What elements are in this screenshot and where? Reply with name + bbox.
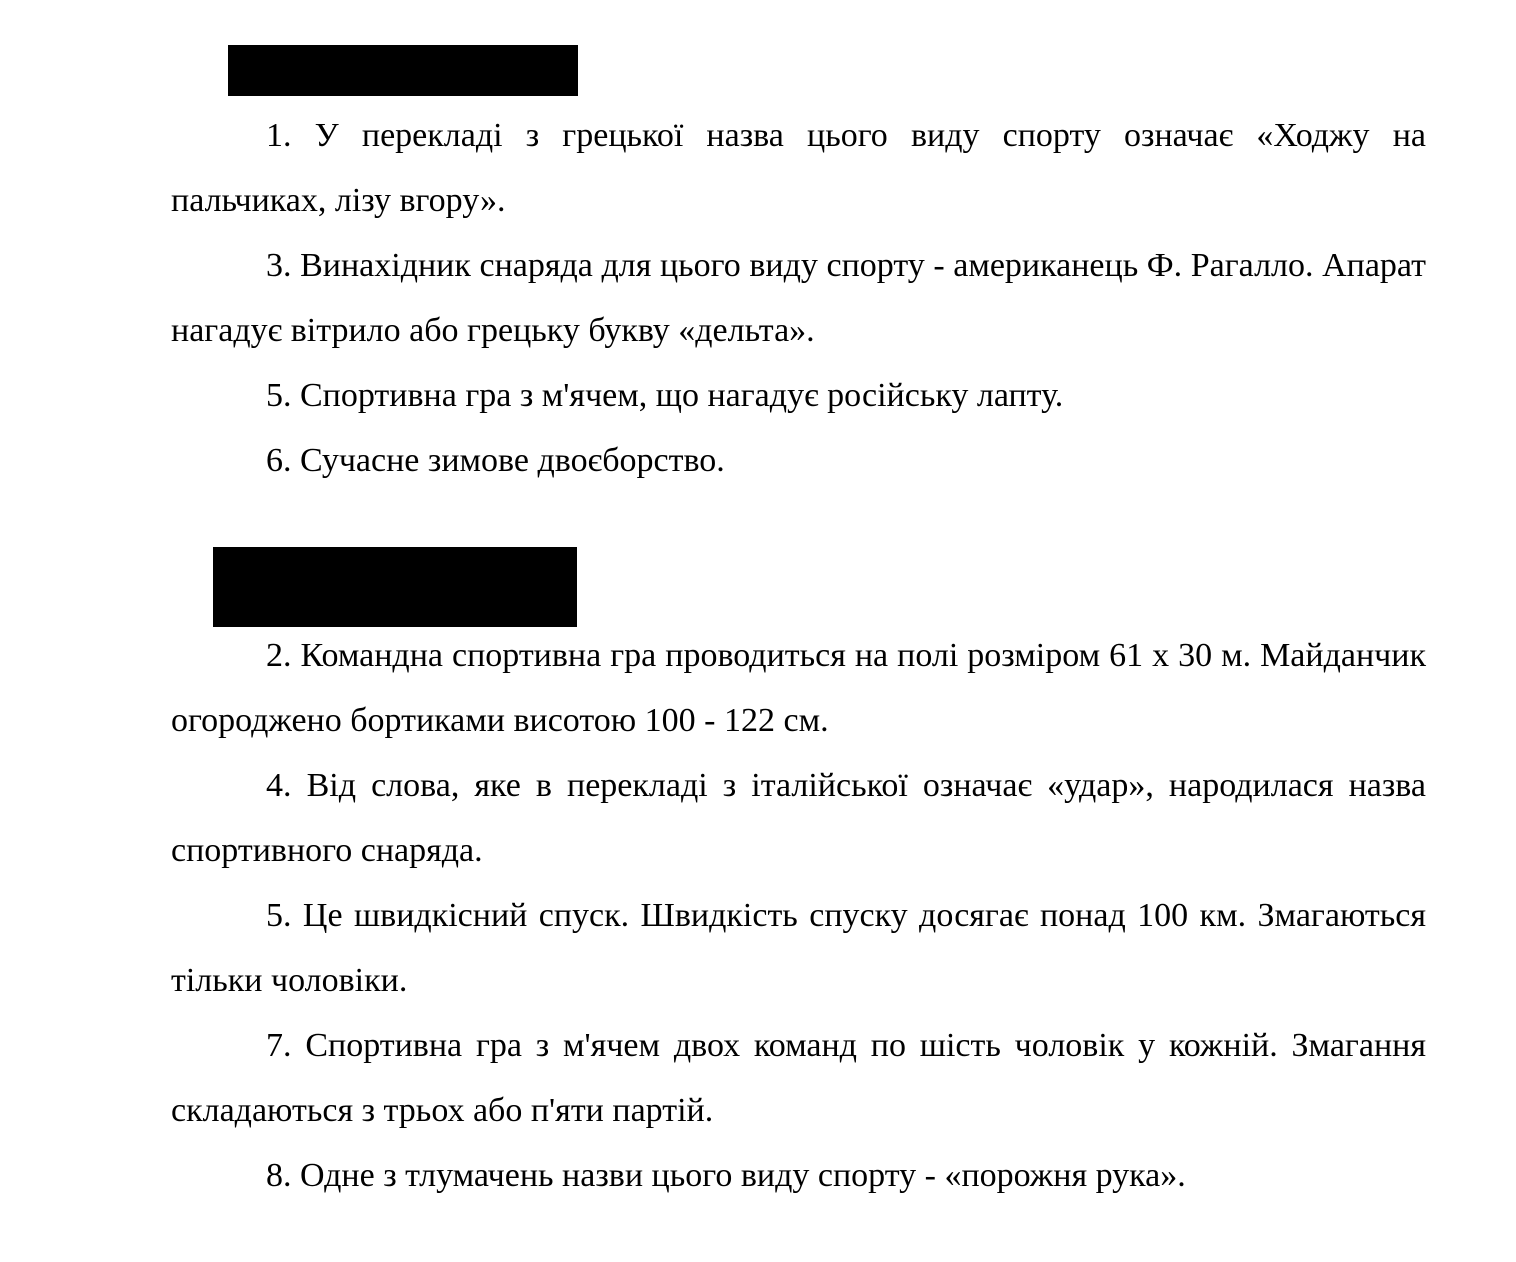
redacted-heading-2 [213,547,577,627]
clue-7: 7. Спортивна гра з м'ячем двох команд по шість чоловік у кожній. Змагання складаються з трьох або п'яти партій. [171,1027,1426,1129]
clue-1: 1. У перекладі з грецької назва цього виду спорту означає «Ходжу на пальчиках, лізу вгору». [171,117,1426,219]
section-horizontal [171,623,1426,1208]
clue-5: 5. Спортивна гра з м'ячем, що нагадує російську лапту. [266,377,1064,414]
clue-3: 3. Винахідник снаряда для цього виду спорту - американець Ф. Рагалло. Апарат нагадує вітрило або грецьку букву «дельта». [171,247,1426,349]
clue-5b: 5. Це швидкісний спуск. Швидкість спуску досягає понад 100 км. Змагаються тільки чоловіки. [171,897,1426,999]
clue-4: 4. Від слова, яке в перекладі з італійської означає «удар», народилася назва спортивного снаряда. [171,767,1426,869]
section-vertical [171,103,1426,493]
clue-2: 2. Командна спортивна гра проводиться на полі розміром 61 x 30 м. Майданчик огороджено бортиками висотою 100 - 122 см. [171,637,1426,739]
clue-8: 8. Одне з тлумачень назви цього виду спорту - «порожня рука». [266,1157,1186,1194]
redacted-heading-1 [228,45,578,96]
clue-6: 6. Сучасне зимове двоєборство. [266,442,725,479]
